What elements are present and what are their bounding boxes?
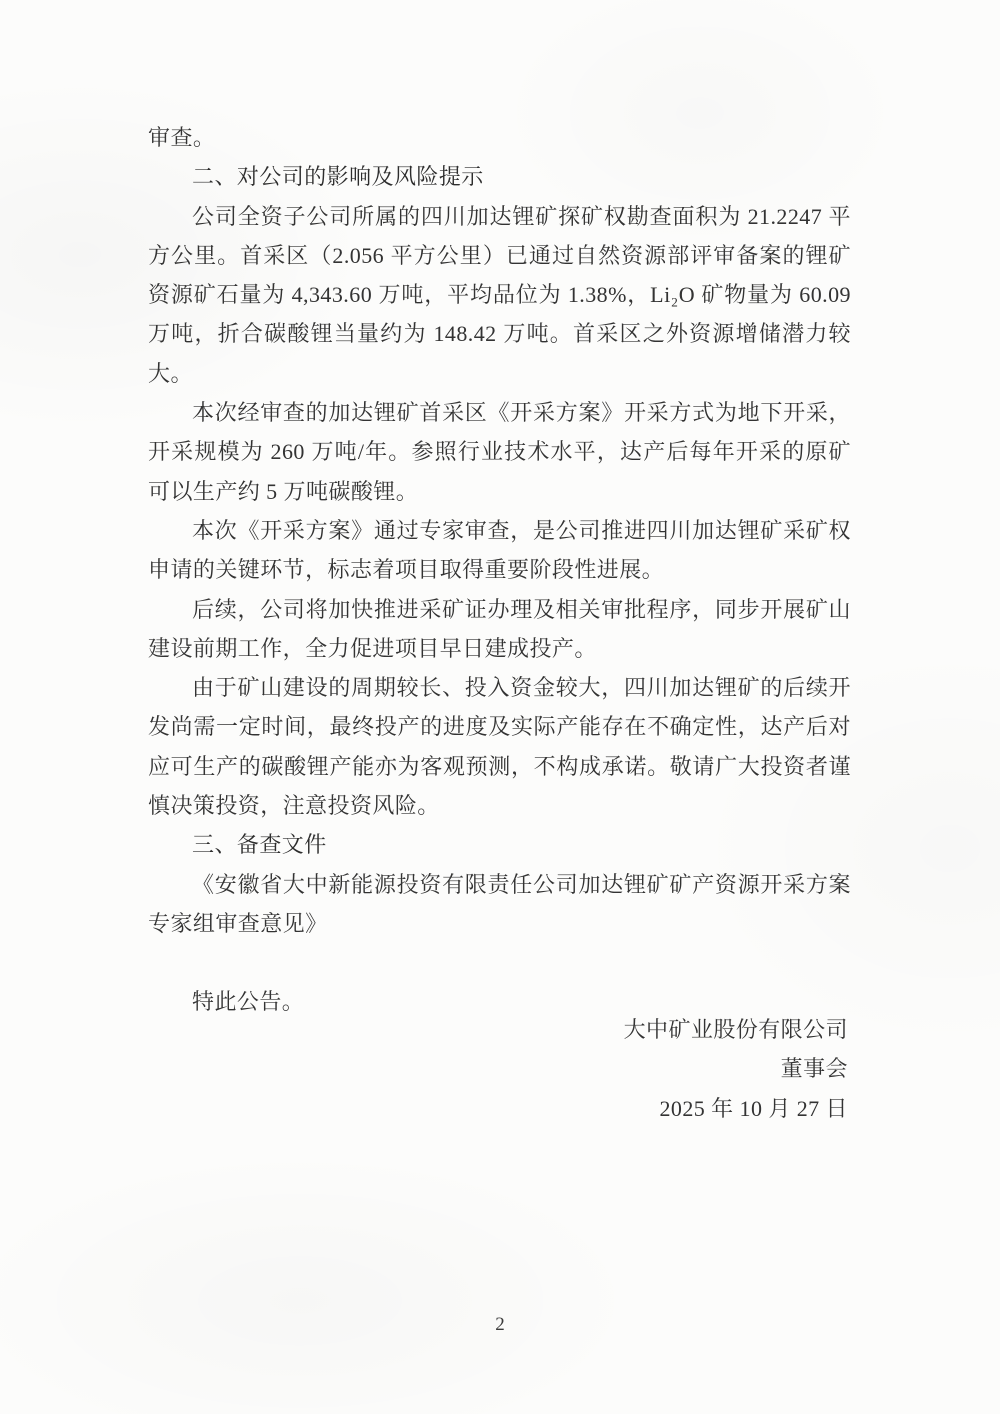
section-heading-impact-and-risk: 二、对公司的影响及风险提示	[192, 164, 484, 190]
paragraph-expert-review-significance: 本次《开采方案》通过专家审查，是公司推进四川加达锂矿采矿权申请的关键环节，标志着项目取得重要阶段性进展。	[148, 517, 851, 583]
page-number: 2	[495, 1314, 505, 1335]
paragraph-continuation: 审查。	[148, 125, 216, 150]
paragraph-risk-warning: 由于矿山建设的周期较长、投入资金较大，四川加达锂矿的后续开发尚需一定时间，最终投产的进度及实际产能存在不确定性，达产后对应可生产的碳酸锂产能亦为客观预测，不构成承诺。敬请广大投资者谨慎决策投资，注意投资风险。	[148, 675, 851, 819]
signature-block	[624, 1010, 848, 1128]
paragraph-reference-document-title: 《安徽省大中新能源投资有限责任公司加达锂矿矿产资源开采方案专家组审查意见》	[148, 871, 851, 936]
signature-date: 2025 年 10 月 27 日	[659, 1095, 848, 1121]
paragraph-mining-plan: 本次经审查的加达锂矿首采区《开采方案》开采方式为地下开采，开采规模为 260 万吨/年。参照行业技术水平，达产后每年开采的原矿可以生产约 5 万吨碳酸锂。	[148, 400, 851, 504]
section-heading-reference-documents: 三、备查文件	[192, 832, 327, 858]
signature-board-of-directors: 董事会	[780, 1056, 848, 1082]
paragraph-resource-figures: 公司全资子公司所属的四川加达锂矿探矿权勘查面积为 21.2247 平方公里。首采区（2.056 平方公里）已通过自然资源部评审备案的锂矿资源矿石量为 4,343.60 万吨，平均品位为 1.38%，Li₂O 矿物量为 60.09 万吨，折合碳酸锂当量约为 148.42 万吨。首采区之外资源增储潜力较大。	[148, 203, 851, 386]
announcement-body	[148, 118, 851, 1022]
paragraph-next-steps: 后续，公司将加快推进采矿证办理及相关审批程序，同步开展矿山建设前期工作，全力促进项目早日建成投产。	[148, 596, 851, 661]
signature-company-name: 大中矿业股份有限公司	[623, 1017, 848, 1042]
paragraph-closing-statement: 特此公告。	[192, 989, 305, 1015]
blank-line-spacer	[148, 943, 851, 982]
